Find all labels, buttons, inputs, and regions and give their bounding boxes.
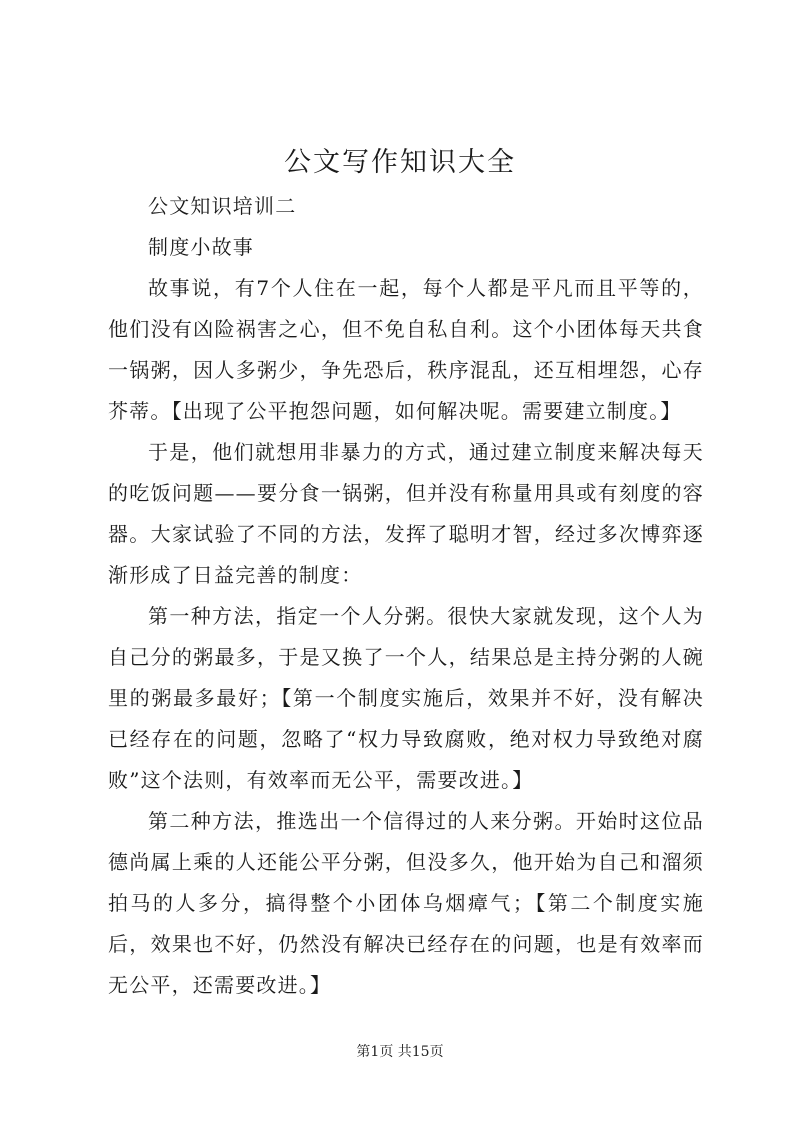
paragraph: 第一种方法，指定一个人分粥。很快大家就发现，这个人为自己分的粥最多，于是又换了一个人，结果总是主持分粥的人碗里的粥最多最好；【第一个制度实施后，效果并不好，没有解决已经存在的问题，忽略了“权力导致腐败，绝对权力导致绝对腐败”这个法则，有效率而无公平，需要改进。】 [108, 604, 704, 792]
page-footer: 第1页 共15页 [356, 1044, 444, 1060]
subsection-heading: 制度小故事 [148, 235, 254, 259]
paragraph: 故事说，有7个人住在一起，每个人都是平凡而且平等的，他们没有凶险祸害之心，但不免自私自利。这个小团体每天共食一锅粥，因人多粥少，争先恐后，秩序混乱，还互相埋怨，心存芥蒂。【出现了公平抱怨问题，如何解决呢。需要建立制度。】 [108, 276, 704, 423]
document-body [108, 186, 704, 1006]
document-title: 公文写作知识大全 [284, 147, 516, 178]
paragraph: 第二种方法，推选出一个信得过的人来分粥。开始时这位品德尚属上乘的人还能公平分粥，但没多久，他开始为自己和溜须拍马的人多分，搞得整个小团体乌烟瘴气；【第二个制度实施后，效果也不好，仍然没有解决已经存在的问题，也是有效率而无公平，还需要改进。】 [108, 809, 704, 997]
section-heading: 公文知识培训二 [148, 194, 297, 218]
paragraph: 于是，他们就想用非暴力的方式，通过建立制度来解决每天的吃饭问题——要分食一锅粥，但并没有称量用具或有刻度的容器。大家试验了不同的方法，发挥了聪明才智，经过多次博弈逐渐形成了日益完善的制度： [108, 440, 704, 587]
